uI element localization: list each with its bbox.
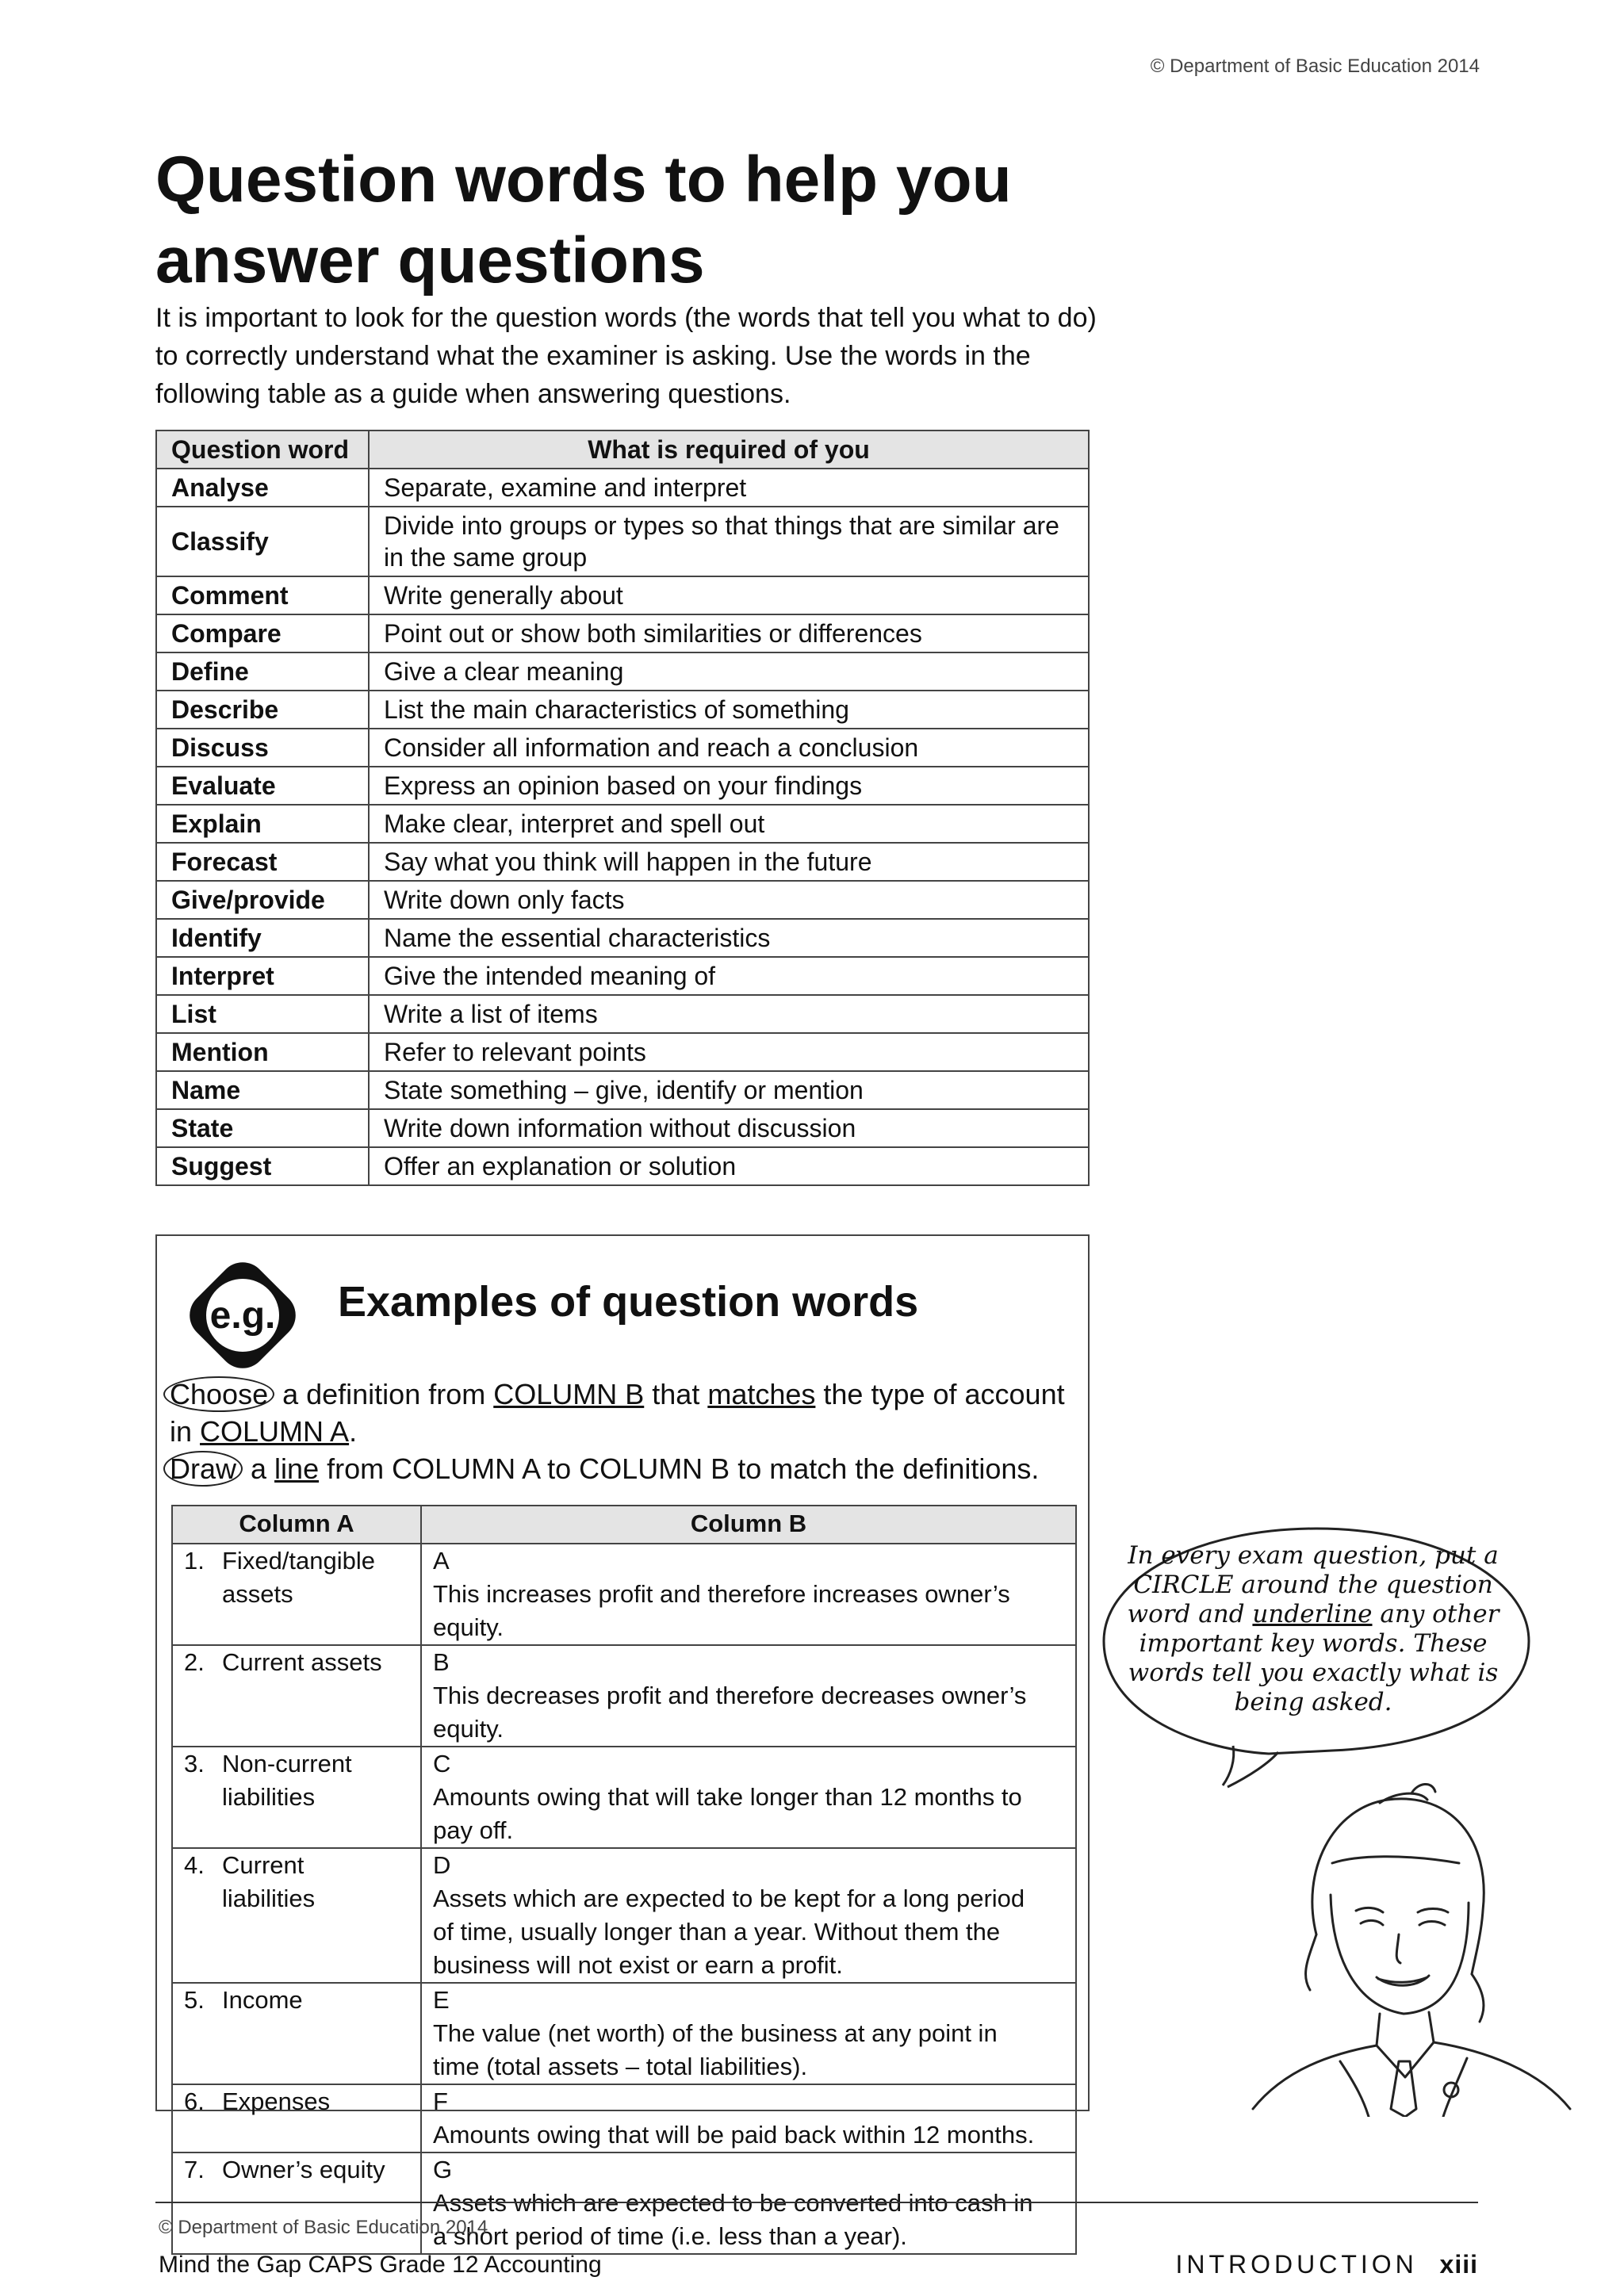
question-words-table [155,430,1090,1186]
column-a-cell: 6. Expenses [172,2084,421,2152]
requirement: Make clear, interpret and spell out [369,805,1089,843]
footer-section [1175,2250,1478,2279]
table-row [156,469,1089,507]
question-word: Describe [156,691,369,729]
question-word: Evaluate [156,767,369,805]
requirement: Refer to relevant points [369,1033,1089,1071]
requirement: Give a clear meaning [369,652,1089,691]
question-word: Classify [156,507,369,576]
footer-book-title: Mind the Gap CAPS Grade 12 Accounting [159,2252,602,2278]
table-row [156,1109,1089,1147]
column-b-cell: GAssets which are expected to be converted into cash in a short period of time (i.e. less than a year). [421,2152,1076,2254]
requirement: Write down only facts [369,881,1089,919]
table-row [156,805,1089,843]
table-row [172,1645,1076,1747]
header-column-a: Column A [172,1506,421,1544]
table-row [156,1033,1089,1071]
instruction-line-1: Choose a definition from COLUMN B that matches the type of account in COLUMN A. [170,1376,1082,1450]
table-row [156,995,1089,1033]
question-word: List [156,995,369,1033]
requirement: Give the intended meaning of [369,957,1089,995]
column-b-cell: BThis decreases profit and therefore decreases owner’s equity. [421,1645,1076,1747]
table-row [156,652,1089,691]
column-a-cell: 2. Current assets [172,1645,421,1747]
table-row [172,1848,1076,1983]
underlined-keyword: COLUMN A [200,1415,350,1448]
footer-divider [155,2202,1478,2203]
table-row [156,729,1089,767]
table-row [156,919,1089,957]
question-word: Analyse [156,469,369,507]
requirement: Name the essential characteristics [369,919,1089,957]
table-row [172,2084,1076,2152]
table-row [156,576,1089,614]
table-row [172,1544,1076,1645]
requirement: List the main characteristics of something [369,691,1089,729]
table-row [156,507,1089,576]
requirement: Point out or show both similarities or differences [369,614,1089,652]
question-word: Forecast [156,843,369,881]
question-word: Suggest [156,1147,369,1185]
column-b-cell: CAmounts owing that will take longer than 12 months to pay off. [421,1747,1076,1848]
column-a-cell: 1. Fixed/tangible assets [172,1544,421,1645]
table-row [156,881,1089,919]
speech-bubble-text: In every exam question, put a CIRCLE around the question word and underline any other important key words. These words tell you exactly what is being asked. [1127,1541,1500,1716]
intro-paragraph: It is important to look for the question words (the words that tell you what to do) to correctly understand what the examiner is asking. Use the words in the following table as a guide when answering questions. [155,303,1097,409]
column-a-cell: 4. Current liabilities [172,1848,421,1983]
column-a-cell: 3. Non-current liabilities [172,1747,421,1848]
question-word: Give/provide [156,881,369,919]
question-word: Comment [156,576,369,614]
example-instructions [170,1376,1082,1487]
table-row [156,1071,1089,1109]
header-copyright: © Department of Basic Education 2014 [1150,55,1480,77]
table-row [156,767,1089,805]
underlined-word: underline [1252,1600,1373,1628]
requirement: Divide into groups or types so that things that are similar are in the same group [369,507,1089,576]
underlined-keyword: COLUMN B [493,1378,645,1410]
requirement: Express an opinion based on your findings [369,767,1089,805]
table-row [156,691,1089,729]
columns-table [171,1505,1077,2255]
examples-title: Examples of question words [338,1278,919,1326]
underlined-keyword: line [274,1452,320,1485]
column-b-cell: AThis increases profit and therefore increases owner’s equity. [421,1544,1076,1645]
header-column-b: Column B [421,1506,1076,1544]
column-a-cell: 5. Income [172,1983,421,2084]
column-b-cell: EThe value (net worth) of the business at any point in time (total assets – total liabilities). [421,1983,1076,2084]
table-header-row [156,430,1089,469]
column-a-cell: 7. Owner’s equity [172,2152,421,2254]
instruction-line-2: Draw a line from COLUMN A to COLUMN B to match the definitions. [170,1450,1082,1487]
footer-page-number: xiii [1439,2250,1478,2279]
table-row [156,614,1089,652]
question-word: State [156,1109,369,1147]
column-b-cell: FAmounts owing that will be paid back within 12 months. [421,2084,1076,2152]
circled-question-word: Draw [163,1451,243,1487]
page-title: Question words to help you answer questions [155,144,1012,297]
student-illustration [1221,1776,1586,2117]
header-requirement: What is required of you [369,430,1089,469]
table-row [156,843,1089,881]
requirement: Offer an explanation or solution [369,1147,1089,1185]
requirement: Separate, examine and interpret [369,469,1089,507]
question-word: Mention [156,1033,369,1071]
question-word: Discuss [156,729,369,767]
question-word: Explain [156,805,369,843]
question-word: Compare [156,614,369,652]
requirement: Consider all information and reach a conclusion [369,729,1089,767]
question-word: Interpret [156,957,369,995]
table-row [172,1747,1076,1848]
requirement: State something – give, identify or mention [369,1071,1089,1109]
question-word: Identify [156,919,369,957]
requirement: Write down information without discussion [369,1109,1089,1147]
table-row [156,957,1089,995]
underlined-keyword: matches [707,1378,816,1410]
table-row [172,1983,1076,2084]
requirement: Write generally about [369,576,1089,614]
table-header-row [172,1506,1076,1544]
header-question-word: Question word [156,430,369,469]
question-word: Name [156,1071,369,1109]
column-b-cell: DAssets which are expected to be kept for a long period of time, usually longer than a year. Without them the business will not exist or earn a profit. [421,1848,1076,1983]
requirement: Write a list of items [369,995,1089,1033]
circled-question-word: Choose [163,1376,274,1412]
example-logo-text: e.g. [209,1295,276,1337]
footer-section-name: INTRODUCTION [1175,2250,1418,2279]
example-logo-icon [182,1255,303,1376]
question-word: Define [156,652,369,691]
requirement: Say what you think will happen in the future [369,843,1089,881]
footer-copyright: © Department of Basic Education 2014 [159,2217,488,2238]
table-row [156,1147,1089,1185]
